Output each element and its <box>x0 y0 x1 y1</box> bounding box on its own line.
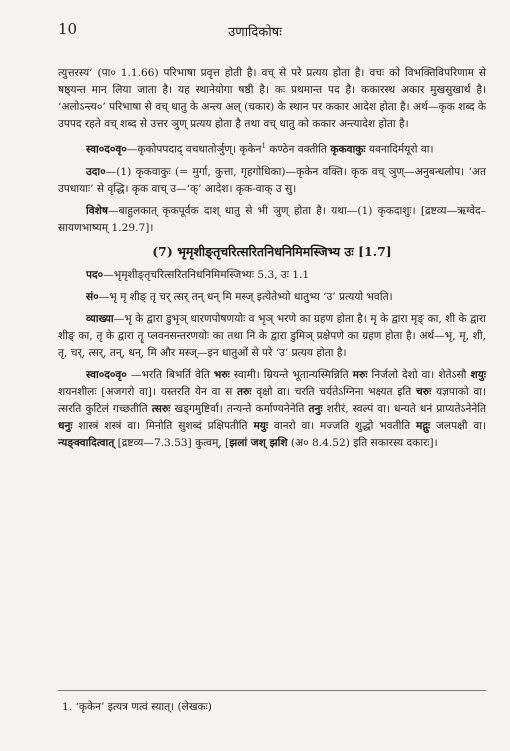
paragraph-special-note <box>58 203 486 237</box>
paragraph-text: शास्त्रं शस्त्रं वा। मिनोति सुशब्दं प्रक्षिपतीति <box>72 419 254 432</box>
paragraph-text: [द्रष्टव्य—7.3.53] कुत्वम्, [ <box>114 436 230 449</box>
sutra-heading: (7) भृमृशीङ्तृचरित्सरितनिधनिमिमस्जिभ्य उः [1.7] <box>152 243 392 259</box>
paragraph-label: व्याख्या <box>86 312 114 325</box>
page-header <box>0 0 510 58</box>
paragraph-swami-dayanand-vritti-1 <box>58 138 486 159</box>
paragraph-text: वृक्षो वा। चरति चर्यतेऽग्निना भक्ष्यत इति <box>251 385 417 398</box>
paragraph-text: —भृ के द्वारा डुभृञ् धारणपोषणयोः व भृञ् भरणे का ग्रहण होता है। मृ के द्वारा मृङ् का, शी के द्वारा शीङ् का, तृ के द्वारा तॄ प्लवनसन्तरणयोः का तथा नि के द्वारा डुमिञ् प्रक्षेपणे का ग्रहण होता है। अर्थ—भृ, मृ, शी, तृ, चर्, त्सर्, तन्, धन्, मि और मस्ज्—इन धातुओं से परे ‘उ’ प्रत्यय होता है। <box>58 312 486 359</box>
paragraph-label: स्वा०द०वृ० <box>86 143 127 156</box>
paragraph-text: यवनादिर्मयूरो वा। <box>365 143 434 156</box>
paragraph-label: उदा० <box>86 165 106 178</box>
headword: धनुः <box>58 419 73 432</box>
paragraph-label: पद० <box>86 268 104 281</box>
paragraph-label: सं० <box>86 290 99 303</box>
paragraph-explanation <box>58 311 486 362</box>
footnote: 1. ‘कृकेन’ इत्यत्र णत्वं स्यात्। (लेखकः) <box>62 701 212 713</box>
page-body <box>58 65 486 457</box>
paragraph-text: —भरति बिभर्ति वेति <box>130 368 214 381</box>
headword: त्सरुः <box>151 402 171 415</box>
paragraph-text: यज्ञपाको वा। त्सरति कुटिलं गच्छतीति <box>58 385 486 415</box>
paragraph-text: —कृकोपपदाद् वचधातोर्ञुण्। कृकेन <box>126 143 262 156</box>
paragraph-padachheda <box>58 267 486 284</box>
page-number: 10 <box>58 20 78 38</box>
paragraph-text: खड्गमुष्टिर्वा। तन्यन्ते कर्माण्यनेनेति <box>170 402 309 415</box>
footnote-divider <box>58 690 486 691</box>
headword: चरुः <box>416 385 432 398</box>
paragraph-sanskrit-gloss <box>58 289 486 306</box>
paragraph-label: विशेष <box>86 204 108 217</box>
headword: कृकवाकुः <box>330 143 366 156</box>
headword: मद्गुः <box>416 419 431 432</box>
paragraph-text: वानरो वा। मज्जति शुद्धो भवतीति <box>268 419 417 432</box>
paragraph-text: —बाहुलकात् कृकपूर्वक दाश् धातु से भी ञुण् होता है। यथा—(1) कृकदाशुः। [द्रष्टव्य—ऋग्वेद–सायणभाष्यम् 1.29.7]। <box>58 204 486 234</box>
paragraph-text: स्वामी। म्रियन्ते भूतान्यस्मिन्निति <box>229 368 353 381</box>
headword: शयुः <box>470 368 486 381</box>
paragraph-text: (अ० 8.4.52) इति सकारस्य दकारः]। <box>287 436 438 449</box>
headword: तरुः <box>237 385 252 398</box>
paragraph-label: स्वा०द०वृ० <box>86 368 127 381</box>
paragraph-text: —भृ मृ शीङ् तृ चर् त्सर् तन् धन् मि मस्ज् इत्येतेभ्यो धातुभ्य ‘उ’ प्रत्ययो भवति। <box>98 290 393 303</box>
headword: झलां जश् झशि <box>229 436 288 449</box>
headword: मयुः <box>253 419 269 432</box>
paragraph-text: जलपक्षी वा। <box>430 419 486 432</box>
paragraph-text: शरीरं, स्वल्पं वा। धन्यते धनं प्राप्यतेऽनेनेति <box>322 402 486 415</box>
paragraph-text: निर्जलो देशो वा। शेतेऽसौ <box>367 368 471 381</box>
running-title: उणादिकोषः <box>228 25 282 40</box>
headword: भरुः <box>213 368 230 381</box>
paragraph-text: कण्ठेन वक्तीति <box>265 143 331 156</box>
paragraph-continuation: त्युत्तरस्य’ (पा० 1.1.66) परिभाषा प्रवृत्त होती है। वच् से परे प्रत्यय होता है। वचः को विभक्तिविपरिणाम से षष्ठ्यन्त मान लिया जाता है। यह स्थानेयोगा षष्ठी है। कः प्रथमान्त पद है। ककारस्थ अकार मुखसुखार्थ है। ‘अलोऽन्त्य०’ परिभाषा से वच् धातु के अन्त्य अल् (चकार) के स्थान पर ककार आदेश होता है। अर्थ—कृक शब्द के उपपद रहते वच् शब्द से उत्तर ञुण् प्रत्यय होता है तथा वच् धातु को ककार अन्त्यादेश होता है। <box>58 67 486 130</box>
footnote-marker: 1 <box>261 142 266 150</box>
paragraph-text: —भृमृशीङ्तृचरित्सरितनिधनिमिमस्जिभ्यः 5.3, उः 1.1 <box>103 268 310 281</box>
headword: तनुः <box>308 402 323 415</box>
paragraph-swami-dayanand-vritti-2 <box>58 367 486 452</box>
headword: मरुः <box>352 368 368 381</box>
paragraph-text: —(1) कृकवाकुः (= मुर्गा, कुत्ता, गृहगोधिका)—कृकेन वक्ति। कृक वच् ञुण्—अनुबन्धलोप। ‘अत उपधायाः’ से वृद्धि। कृक वाच् उ—‘क्’ आदेश। कृक-वाक् उ सु। <box>58 165 486 195</box>
paragraph-example <box>58 164 486 198</box>
paragraph-text: शयनशीलः [अजगरो वा]। यस्तरति येन वा स <box>58 385 238 398</box>
headword: न्यङ्क्वादित्वात् <box>58 436 115 449</box>
